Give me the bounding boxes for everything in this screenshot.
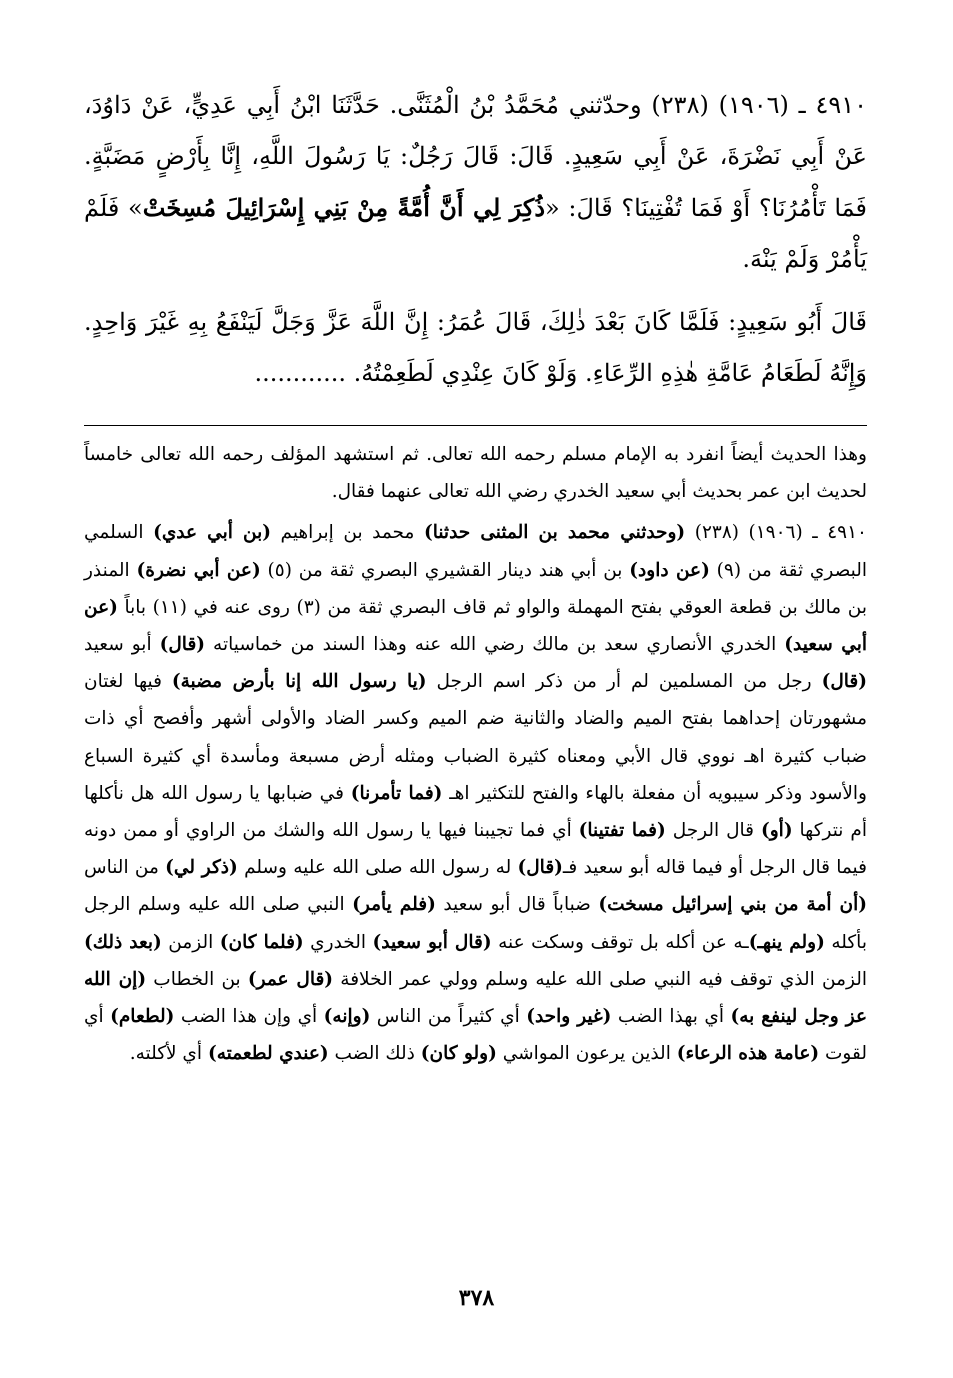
bold-quote: (لطعام) bbox=[110, 1006, 175, 1028]
bold-quote: (عن أبي نضرة) bbox=[136, 559, 261, 581]
text-run: وهذا الحديث أيضاً انفرد به الإمام مسلم رحمه الله تعالى. ثم استشهد المؤلف رحمه الله تعالى خامساً لحديث ابن عمر بحديث أبي سعيد الخدري رضي الله تعالى عنهما فقال. bbox=[84, 444, 867, 503]
page-number: ٣٧٨ bbox=[458, 1285, 495, 1311]
text-run: قَالَ أَبُو سَعِيدٍ: فَلَمَّا كَانَ بَعْدَ ذٰلِكَ، قَالَ عُمَرُ: إِنَّ اللَّهَ عَزَّ وَجَلَّ لَيَنْفَعُ بِهِ غَيْرَ وَاحِدٍ. وَإِنَّهُ لَطَعَامُ عَامَّةِ هٰذِهِ الرِّعَاءِ. وَلَوْ كَانَ عِنْدِي لَطَعِمْتُهُ. ............ bbox=[84, 308, 867, 387]
bold-quote: (بن أبي عدي) bbox=[153, 522, 271, 544]
bold-quote: ذُكِرَ لِي أَنَّ أُمَّةً مِنْ بَنِي إِسْرَائِيلَ مُسِخَتْ bbox=[142, 193, 546, 222]
text-run: فيها لغتان مشهورتان إحداهما بفتح الميم والضاد والثانية ضم الميم وكسر الضاد والأولى أشهر وأفصح أي ذات ضباب كثيرة اهـ نووي قال الأبي ومعناه كثيرة الضباب ومثله أرض مسبعة ومأسدة أي كثيرة السباع والأسود وذكر سيبويه أن مفعلة بالهاء والفتح للتكثير اهـ bbox=[84, 671, 867, 804]
text-run: ـه عن أكله بل توقف وسكت عنه bbox=[491, 931, 749, 953]
bold-quote: (قال أبو سعيد) bbox=[372, 931, 492, 953]
text-run: الزمن الذي توقف فيه النبي صلى الله عليه وسلم وولي عمر الخلافة bbox=[333, 968, 867, 990]
bold-quote: (عندي لطعمته) bbox=[207, 1043, 329, 1065]
footnote-divider bbox=[84, 425, 867, 426]
text-run: ذلك الضب bbox=[328, 1043, 421, 1065]
bold-quote: (ذكر لي) bbox=[165, 857, 238, 879]
text-run: الخدري bbox=[303, 931, 373, 953]
text-run: المنذر بن مالك بن قطعة العوقي بفتح المهملة والواو ثم قاف البصري ثقة من (٣) روى عنه في (١١) باباً bbox=[84, 559, 867, 618]
text-run: قال الرجل bbox=[665, 820, 761, 842]
bold-quote: (وحدثني محمد بن المثنى حدثنا) bbox=[423, 522, 686, 544]
text-run: من الناس bbox=[84, 857, 166, 879]
text-run: أي لقوت bbox=[84, 1006, 867, 1065]
bold-quote: (ولم ينهـ) bbox=[748, 931, 825, 953]
text-run: أبو سعيد bbox=[84, 634, 160, 656]
text-run: في ضبابها يا رسول الله هل نأكلها أم نتركها bbox=[84, 782, 868, 842]
bold-quote: (ولو كان) bbox=[420, 1043, 497, 1065]
text-run: النبي صلى الله عليه وسلم الرجل بأكله bbox=[84, 894, 867, 953]
commentary-paragraph bbox=[84, 436, 867, 510]
bold-quote: (فما تأمرنا) bbox=[350, 782, 443, 804]
hadith-text bbox=[84, 80, 867, 399]
bold-quote: (أو) bbox=[761, 820, 793, 842]
bold-quote: (عامة هذه الرعاء) bbox=[676, 1043, 820, 1065]
bold-quote: (فلما كان) bbox=[219, 931, 304, 953]
text-run: أي بهذا الضب bbox=[611, 1006, 731, 1028]
text-run: ضباباً قال أبو سعيد bbox=[435, 894, 599, 916]
text-run: رجل من المسلمين لم أر من ذكر اسم الرجل bbox=[426, 671, 822, 693]
bold-quote: (قال) bbox=[517, 857, 563, 879]
bold-quote: (بعد ذلك) bbox=[84, 931, 162, 953]
text-run: أي لأكلته. bbox=[129, 1043, 208, 1065]
text-run: السلمي البصري ثقة من (٩) bbox=[84, 522, 867, 581]
text-run: أي وإن هذا الضب bbox=[174, 1006, 324, 1028]
bold-quote: (قال) bbox=[159, 634, 206, 656]
text-run: ٤٩١٠ ـ (١٩٠٦) (٢٣٨) وحدّثني مُحَمَّدُ بْنُ الْمُثَنَّى. حَدَّثَنَا ابْنُ أَبِي عَدِيٍّ، عَنْ دَاوُدَ، عَنْ أَبِي نَضْرَةَ، عَنْ أَبِي سَعِيدٍ. قَالَ: قَالَ رَجُلٌ: يَا رَسُولَ اللَّهِ، إِنَّا بِأَرْضٍ مَضَبَّةٍ. فَمَا تَأْمُرُنَا؟ أَوْ فَمَا تُفْتِينَا؟ قَالَ: « bbox=[84, 91, 868, 222]
commentary bbox=[84, 436, 867, 1072]
bold-quote: (عن أبي سعيد) bbox=[84, 596, 868, 656]
bold-quote: (فما تفتينا) bbox=[578, 820, 666, 842]
bold-quote: (أن أمة من بني إسرائيل مسخت) bbox=[598, 894, 868, 916]
bold-quote: (فلم يأمر) bbox=[352, 894, 436, 916]
bold-quote: (غير واحد) bbox=[526, 1006, 612, 1028]
text-run: الذين يرعون المواشي bbox=[496, 1043, 677, 1065]
text-run: الخدري الأنصاري سعد بن مالك رضي الله عنه وهذا السند من خماسياته bbox=[205, 634, 785, 656]
text-run: » فَلَمْ يَأْمُرْ وَلَمْ يَنْهَ. bbox=[84, 194, 867, 273]
bold-quote: (عن داود) bbox=[629, 559, 710, 581]
bold-quote: (قال) bbox=[821, 671, 867, 693]
text-run: الزمن bbox=[161, 931, 220, 953]
text-run: أي كثيراً من الناس bbox=[370, 1006, 527, 1028]
hadith-paragraph bbox=[84, 297, 867, 399]
text-run: محمد بن إبراهيم bbox=[270, 522, 424, 544]
bold-quote: (إن الله عز وجل لينفع به) bbox=[84, 968, 867, 1028]
text-run: ٤٩١٠ ـ (١٩٠٦) (٢٣٨) bbox=[685, 522, 867, 544]
bold-quote: (وإنه) bbox=[323, 1006, 371, 1028]
text-run: أي فما تجيبنا فيها يا رسول الله والشك من الراوي أو ممن دونه فيما قال الرجل أو فيما قاله أبو سعيد فـ bbox=[84, 820, 867, 879]
bold-quote: (قال عمر) bbox=[247, 968, 334, 990]
bold-quote: (يا رسول الله إنا بأرض مضبة) bbox=[171, 671, 427, 693]
hadith-paragraph bbox=[84, 80, 867, 285]
text-run: بن أبي هند دينار القشيري البصري ثقة من (٥) bbox=[260, 559, 630, 581]
text-run: بن الخطاب bbox=[146, 968, 248, 990]
text-run: له رسول الله صلى الله عليه وسلم bbox=[237, 857, 518, 879]
commentary-paragraph bbox=[84, 514, 867, 1072]
